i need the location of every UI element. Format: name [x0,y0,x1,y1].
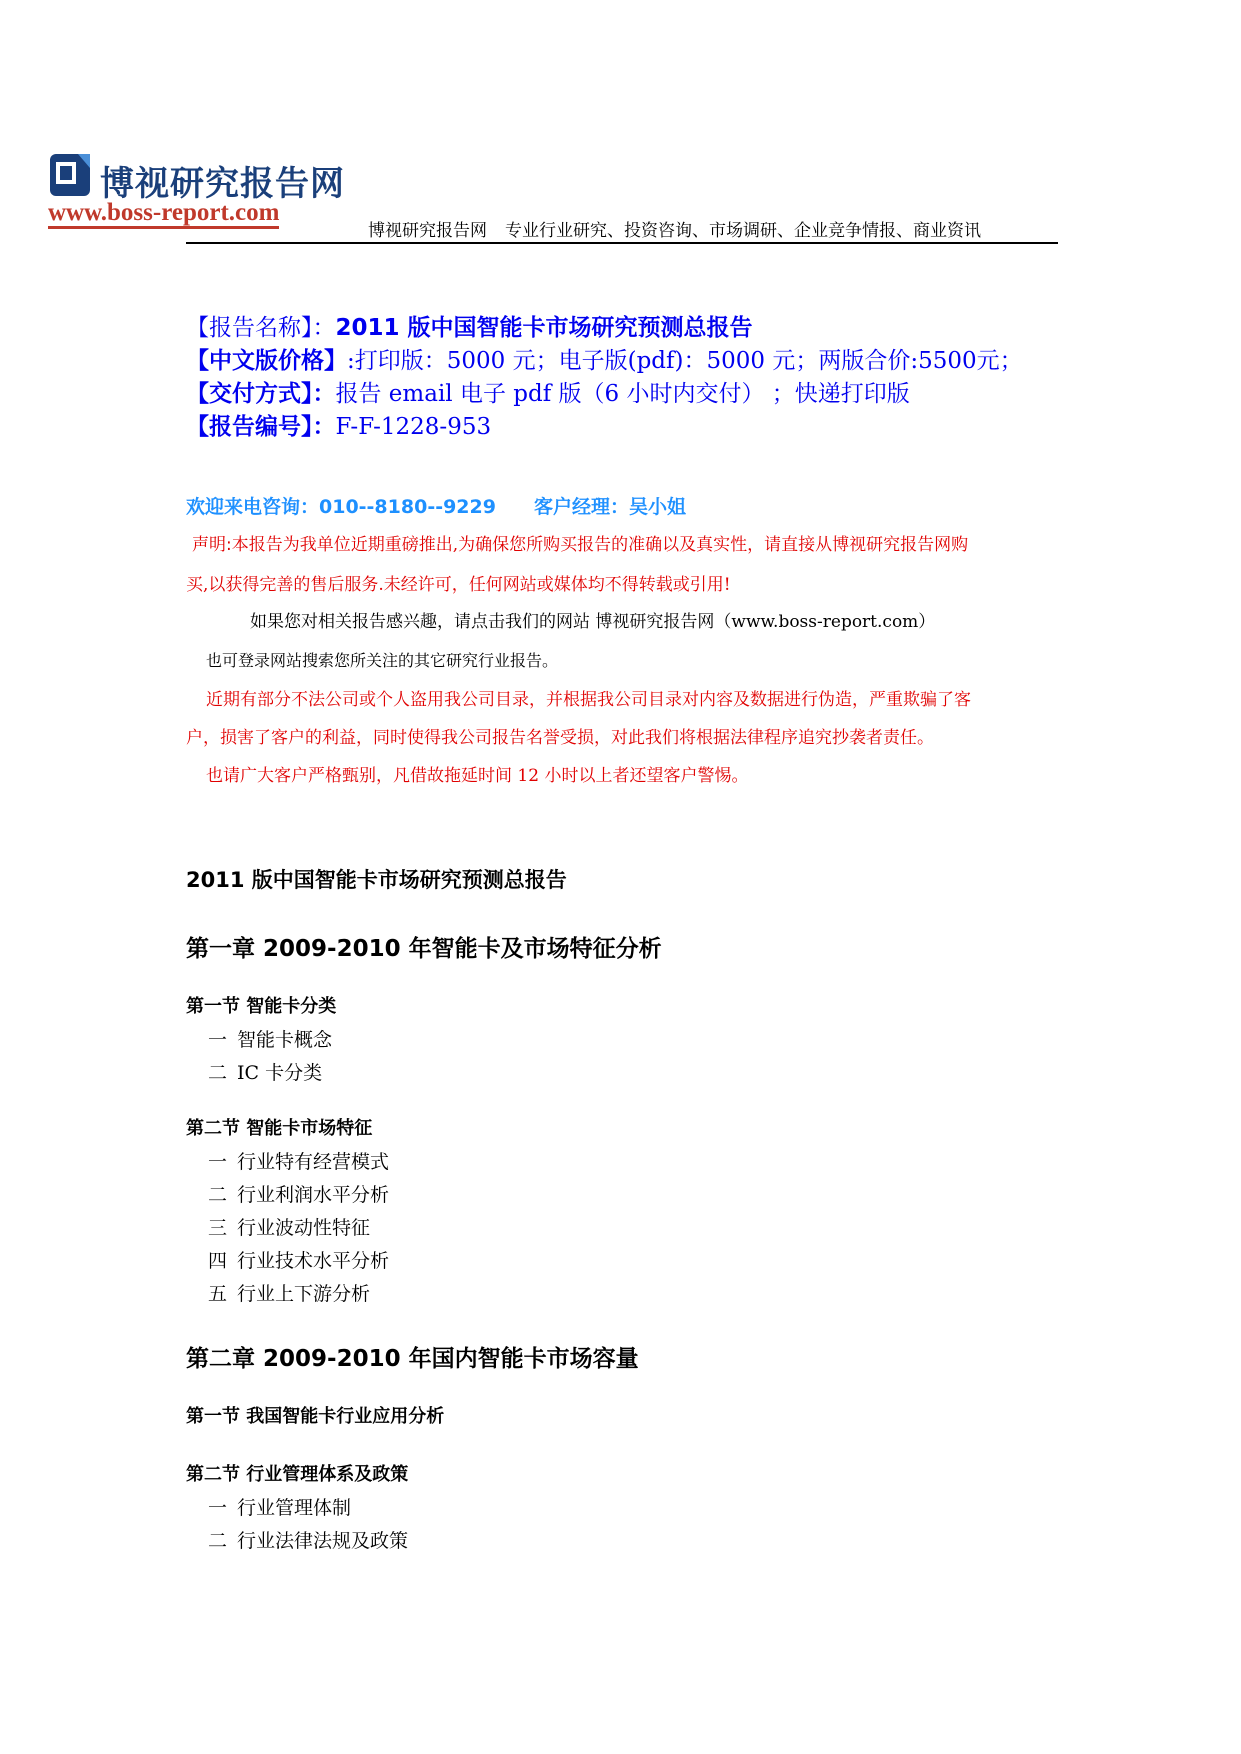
list-item [186,1212,1086,1245]
chapter-title: 第二章 2009-2010 年国内智能卡市场容量 [186,1346,639,1372]
search-line: 也可登录网站搜索您所关注的其它研究行业报告。 [206,651,559,670]
logo-mark-icon [48,150,94,200]
tagline-site: 博视研究报告网 [368,221,487,241]
chapter-1 [186,930,1086,963]
interest-line[interactable]: 如果您对相关报告感兴趣，请点击我们的网站 博视研究报告网（www.boss-report.com） [250,612,936,632]
chapter-2 [186,1340,1086,1373]
warning-line-3: 也请广大客户严格甄别，凡借故拖延时间 12 小时以上者还望客户警惕。 [206,766,749,786]
warning-line-2: 户，损害了客户的利益，同时使得我公司报告名誉受损，对此我们将根据法律程序追究抄袭者责任。 [186,728,934,748]
statement-line-1 [192,527,968,564]
item-text: 行业技术水平分析 [237,1250,390,1272]
statement-line-2: 买,以获得完善的售后服务.未经许可，任何网站或媒体均不得转载或引用! [186,575,731,595]
chapter-2-section-2 [186,1460,1086,1558]
price-row [186,345,1086,378]
item-text: 行业特有经营模式 [237,1151,390,1173]
warning-line-1: 近期有部分不法公司或个人盗用我公司目录，并根据我公司目录对内容及数据进行伪造，严重欺骗了客 [206,690,971,710]
logo-text: 博视研究报告网 [100,164,345,204]
list-item [186,1492,1086,1525]
logo-url[interactable]: www.boss-report.com [48,200,279,229]
header-divider [186,242,1058,244]
section-title: 第二节 行业管理体系及政策 [186,1464,409,1485]
report-code-row [186,411,1086,444]
report-name-row [186,312,1086,345]
section-title: 第一节 我国智能卡行业应用分析 [186,1406,445,1427]
delivery-label: 【交付方式】： [186,381,336,407]
chapter-1-section-1 [186,992,1086,1090]
list-item [186,1278,1086,1311]
price-label: 【中文版价格】 [186,348,347,374]
item-number: 三 [208,1217,228,1239]
list-item [186,1179,1086,1212]
statement-label: 声明: [192,535,232,555]
delivery-row [186,378,1086,411]
tagline-desc: 专业行业研究、投资咨询、市场调研、企业竞争情报、商业资讯 [505,221,981,241]
item-number: 一 [208,1029,228,1051]
chapter-1-section-2 [186,1114,1086,1311]
item-number: 二 [208,1184,228,1206]
item-text: 行业管理体制 [237,1497,352,1519]
item-number: 二 [208,1530,228,1552]
item-number: 四 [208,1250,228,1272]
chapter-title: 第一章 2009-2010 年智能卡及市场特征分析 [186,936,662,962]
list-item [186,1024,1086,1057]
contact-line [186,492,686,519]
statement-text-1: 本报告为我单位近期重磅推出,为确保您所购买报告的准确以及真实性，请直接从博视研究报告网购 [231,535,969,555]
item-text: 行业上下游分析 [237,1283,371,1305]
section-title: 第二节 智能卡市场特征 [186,1118,373,1139]
list-item [186,1525,1086,1558]
report-name-label: 【报告名称】： [186,315,336,341]
item-number: 二 [208,1062,228,1084]
item-number: 一 [208,1497,228,1519]
list-item [186,1146,1086,1179]
item-text: 行业利润水平分析 [237,1184,390,1206]
toc-title [186,864,1086,894]
section-title: 第一节 智能卡分类 [186,996,337,1017]
toc-title-text: 2011 版中国智能卡市场研究预测总报告 [186,868,567,892]
list-item [186,1057,1086,1090]
item-text: 智能卡概念 [237,1029,333,1051]
item-text: 行业法律法规及政策 [237,1530,409,1552]
report-code-value: F-F-1228-953 [335,414,492,440]
item-text: IC 卡分类 [237,1062,323,1084]
price-value: :打印版：5000 元；电子版(pdf)：5000 元；两版合价:5500元； [347,348,1023,374]
account-manager: 客户经理：吴小姐 [533,496,686,518]
list-item [186,1245,1086,1278]
consult-phone: 欢迎来电咨询：010--8180--9229 [186,496,496,518]
header-tagline [368,216,981,241]
delivery-value: 报告 email 电子 pdf 版（6 小时内交付） ；快递打印版 [335,381,910,407]
item-text: 行业波动性特征 [237,1217,371,1239]
report-code-label: 【报告编号】： [186,414,336,440]
site-logo[interactable] [48,150,345,230]
report-info [186,312,1086,444]
item-number: 一 [208,1151,228,1173]
item-number: 五 [208,1283,228,1305]
report-name-value: 2011 版中国智能卡市场研究预测总报告 [335,315,753,341]
chapter-2-section-1 [186,1402,1086,1428]
